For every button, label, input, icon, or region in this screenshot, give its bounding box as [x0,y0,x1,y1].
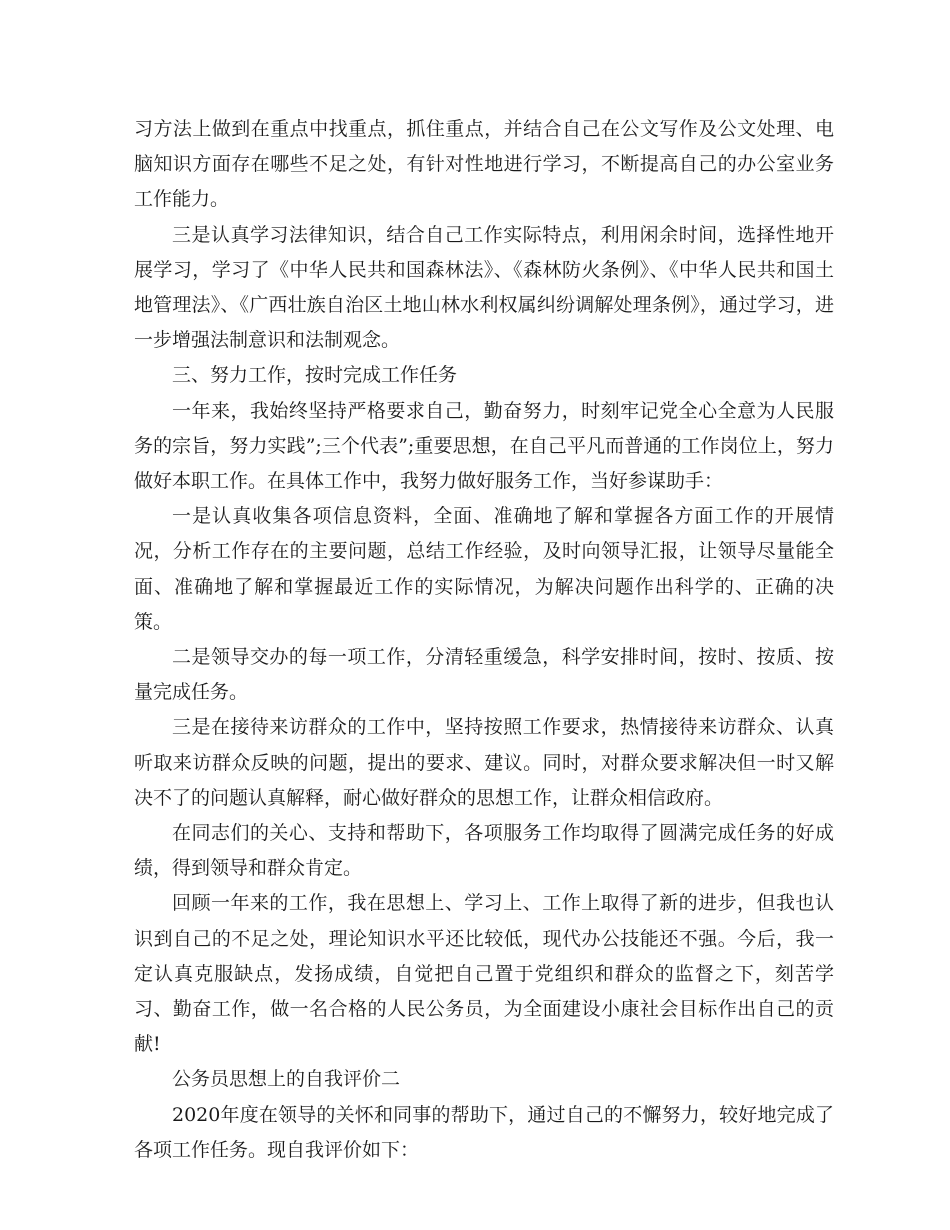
paragraph-point-three: 三是在接待来访群众的工作中，坚持按照工作要求，热情接待来访群众、认真听取来访群众反映的问题，提出的要求、建议。同时，对群众要求解决但一时又解决不了的问题认真解释，耐心做好群众的思想工作，让群众相信政府。 [134,716,834,809]
paragraph-achievement: 在同志们的关心、支持和帮助下，各项服务工作均取得了圆满完成任务的好成绩，得到领导和群众肯定。 [134,822,834,880]
section-heading-work: 三、努力工作，按时完成工作任务 [172,364,458,387]
paragraph-law-study: 三是认真学习法律知识，结合自己工作实际特点，利用闲余时间，选择性地开展学习，学习了《中华人民共和国森林法》、《森林防火条例》、《中华人民共和国土地管理法》、《广西壮族自治区土地山林水利权属纠纷调解处理条例》，通过学习，进一步增强法制意识和法制观念。 [134,223,834,352]
section-heading-evaluation-two: 公务员思想上的自我评价二 [172,1068,401,1091]
paragraph-year-summary: 一年来，我始终坚持严格要求自己，勤奋努力，时刻牢记党全心全意为人民服务的宗旨，努力实践”;三个代表”;重要思想，在自己平凡而普通的工作岗位上，努力做好本职工作。在具体工作中，我努力做好服务工作，当好参谋助手： [134,399,834,493]
paragraph-evaluation-intro: 2020年度在领导的关怀和同事的帮助下，通过自己的不懈努力，较好地完成了各项工作任务。现自我评价如下： [134,1103,834,1161]
paragraph-continuation: 习方法上做到在重点中找重点，抓住重点，并结合自己在公文写作及公文处理、电脑知识方面存在哪些不足之处，有针对性地进行学习，不断提高自己的办公室业务工作能力。 [134,118,834,211]
paragraph-point-one: 一是认真收集各项信息资料，全面、准确地了解和掌握各方面工作的开展情况，分析工作存在的主要问题，总结工作经验，及时向领导汇报，让领导尽量能全面、准确地了解和掌握最近工作的实际情况，为解决问题作出科学的、正确的决策。 [134,505,834,633]
paragraph-point-two: 二是领导交办的每一项工作，分清轻重缓急，科学安排时间，按时、按质、按量完成任务。 [134,646,834,704]
paragraph-review: 回顾一年来的工作，我在思想上、学习上、工作上取得了新的进步，但我也认识到自己的不足之处，理论知识水平还比较低，现代办公技能还不强。今后，我一定认真克服缺点，发扬成绩，自觉把自己置于党组织和群众的监督之下，刻苦学习、勤奋工作，做一名合格的人民公务员，为全面建设小康社会目标作出自己的贡献! [134,892,834,1056]
document-page [134,112,834,1168]
